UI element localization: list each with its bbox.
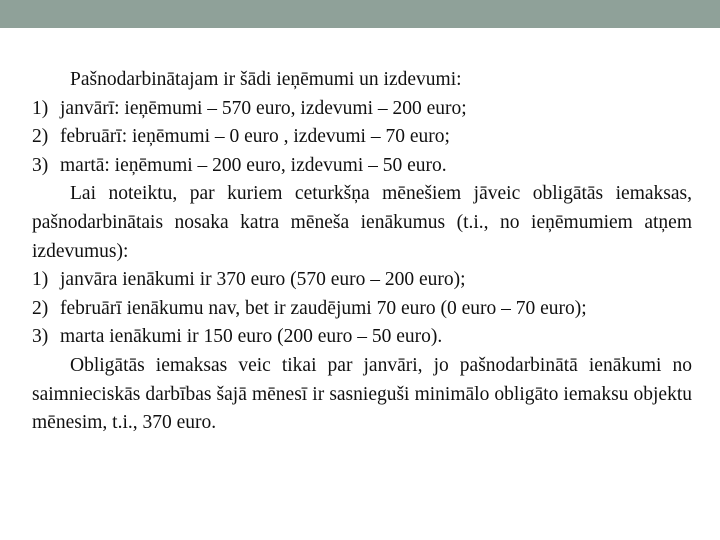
method-paragraph: Lai noteiktu, par kuriem ceturkšņa mēnešiem jāveic obligātās iemaksas, pašnodarbinātais nosaka katra mēneša ienākumus (t.i., no ieņēmumiem atņem izdevumus): [32,183,692,262]
slide-body [32,66,692,438]
list-item-text: martā: ieņēmumi – 200 euro, izdevumi – 50 euro. [60,154,447,176]
list-item-text: februārī ienākumu nav, bet ir zaudējumi 70 euro (0 euro – 70 euro); [60,297,587,319]
list-item-text: janvārī: ieņēmumi – 570 euro, izdevumi – 200 euro; [60,97,467,119]
conclusion-paragraph: Obligātās iemaksas veic tikai par janvāri, jo pašnodarbinātā ienākumi no saimnieciskās darbības šajā mēnesī ir sasnieguši minimālo obligāto iemaksu objektu mēnesim, t.i., 370 euro. [32,354,692,434]
list-item-text: februārī: ieņēmumi – 0 euro , izdevumi – 70 euro; [60,126,450,148]
income-list-item [32,266,692,295]
list-number: 3) [32,326,49,348]
intro-paragraph: Pašnodarbinātajam ir šādi ieņēmumi un izdevumi: [70,69,462,90]
slide-header-band [0,0,720,28]
data-list-item [32,95,692,124]
income-list-item [32,323,692,352]
list-number: 1) [32,97,49,119]
list-number: 2) [32,297,49,319]
list-number: 1) [32,269,49,291]
list-item-text: janvāra ienākumi ir 370 euro (570 euro – 200 euro); [60,269,466,291]
data-list-item [32,123,692,152]
list-item-text: marta ienākumi ir 150 euro (200 euro – 50 euro). [60,326,443,348]
income-list-item [32,295,692,324]
list-number: 3) [32,154,49,176]
data-list-item [32,152,692,181]
list-number: 2) [32,126,49,148]
